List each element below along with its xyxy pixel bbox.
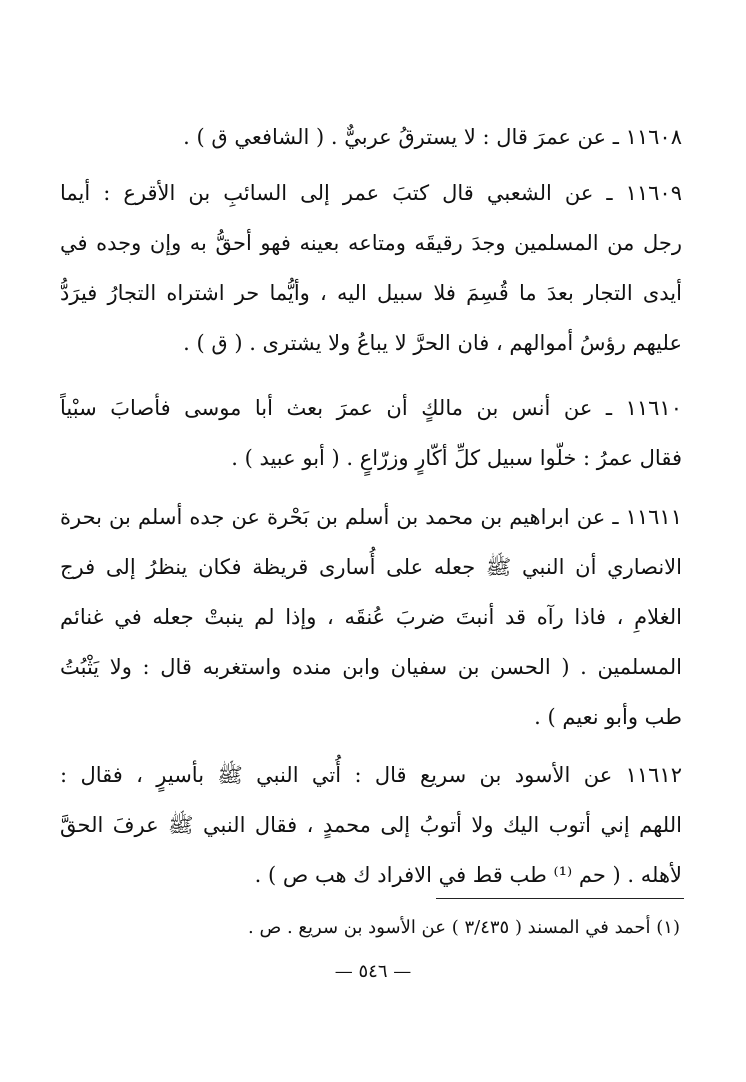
- page-number: — ٥٤٦ —: [334, 961, 412, 982]
- footnote: (١) أحمد في المسند ( ٣/٤٣٥ ) عن الأسود بن سريع . ص .: [248, 917, 680, 938]
- hadith-entry-11608: [60, 112, 682, 162]
- text-line: فقال عمرُ : خلّوا سبيل كلِّ أكّارٍ وزرّاعٍ . ( أبو عبيد ) .: [231, 446, 682, 470]
- hadith-entry-11612: [60, 750, 682, 900]
- text-line: ١١٦٠٨ ـ عن عمرَ قال : لا يسترقُ عربيٌّ . ( الشافعي ق ) .: [183, 125, 682, 149]
- text-line: لأهله . ( حم ⁽¹⁾ طب قط في الافراد ك هب ص ) .: [254, 863, 682, 887]
- text-line: ١١٦١٠ ـ عن أنس بن مالكٍ أن عمرَ بعث أبا موسى فأصابَ سبْياً: [60, 396, 682, 420]
- text-line: عليهم رؤسُ أموالهم ، فان الحرَّ لا يباعُ ولا يشترى . ( ق ) .: [183, 331, 682, 355]
- text-line: طب وأبو نعيم ) .: [534, 705, 682, 729]
- text-line: ١١٦٠٩ ـ عن الشعبي قال كتبَ عمر إلى السائبِ بن الأقرع : أيما: [60, 181, 682, 205]
- footnote-separator: [436, 898, 684, 899]
- text-line: اللهم إني أتوب اليك ولا أتوبُ إلى محمدٍ ، فقال النبي ﷺ عرفَ الحقَّ: [60, 813, 682, 837]
- text-line: رجل من المسلمين وجدَ رقيقَه ومتاعه بعينه فهو أحقُّ به وإن وجده في: [60, 231, 682, 255]
- hadith-entry-11611: [60, 492, 682, 742]
- text-line: المسلمين . ( الحسن بن سفيان وابن منده واستغربه قال : ولا يَثْبُتُ: [60, 655, 682, 679]
- hadith-entry-11610: [60, 383, 682, 483]
- text-line: الانصاري أن النبي ﷺ جعله على أُسارى قريظة فكان ينظرُ إلى فرج: [60, 555, 682, 579]
- text-line: ١١٦١١ ـ عن ابراهيم بن محمد بن أسلم بن بَحْرة عن جده أسلم بن بحرة: [60, 505, 682, 529]
- text-line: ١١٦١٢ عن الأسود بن سريع قال : أُتي النبي ﷺ بأسيرٍ ، فقال :: [60, 763, 682, 787]
- text-line: الغلامِ ، فاذا رآه قد أنبتَ ضربَ عُنقَه ، وإذا لم ينبتْ جعله في غنائم: [60, 605, 682, 629]
- text-line: أيدى التجار بعدَ ما قُسِمَ فلا سبيل اليه ، وأيُّما حر اشتراه التجارُ فيرَدُّ: [60, 281, 682, 305]
- hadith-entry-11609: [60, 168, 682, 368]
